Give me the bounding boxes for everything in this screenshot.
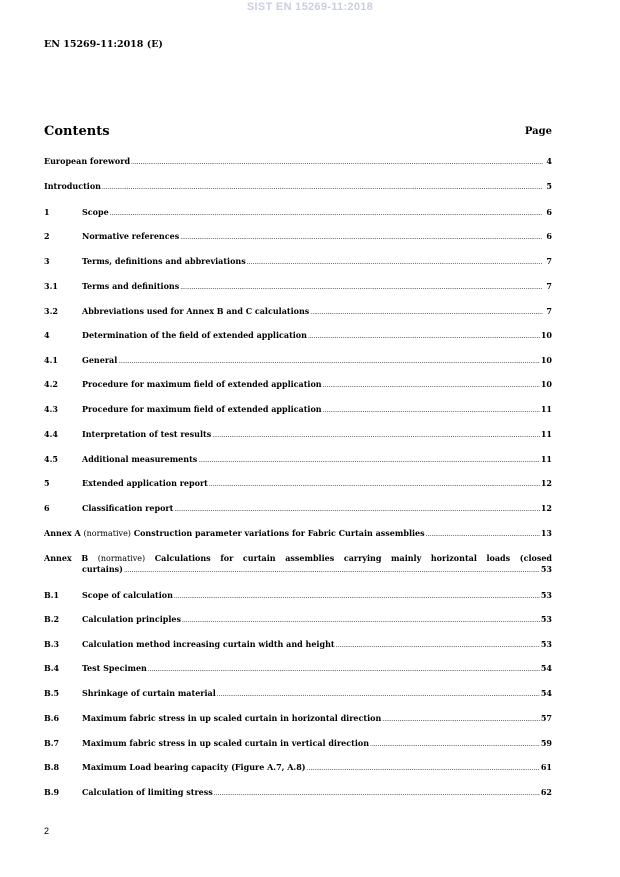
toc-entry-number: B.6 (44, 713, 60, 723)
toc-entry-number: 3 (44, 256, 50, 266)
toc-entry[interactable] (44, 787, 552, 799)
toc-entry[interactable] (44, 330, 552, 342)
page-column-header: Page (524, 126, 552, 137)
leader-dots (124, 565, 540, 576)
toc-annex-a[interactable] (44, 528, 552, 540)
leader-dots (174, 504, 540, 515)
toc-entry[interactable] (44, 762, 552, 774)
leader-dots (198, 455, 540, 466)
leader-dots (247, 257, 543, 268)
leader-dots (110, 208, 543, 219)
toc-entry-number: 6 (44, 503, 50, 513)
toc-entry-page: 62 (540, 787, 552, 797)
toc-entry-page: 59 (540, 738, 552, 748)
annex-b-title-line2: curtains) (82, 564, 123, 574)
toc-entry-number: 4 (44, 330, 50, 340)
toc-entry-title: Extended application report (82, 478, 208, 488)
leader-dots (209, 479, 540, 490)
toc-entry-number: 1 (44, 207, 50, 217)
toc-entry-page: 57 (540, 713, 552, 723)
leader-dots (217, 689, 540, 700)
toc-entry-title: Calculation of limiting stress (82, 787, 213, 797)
leader-dots (307, 763, 540, 774)
toc-entry-number: 4.5 (44, 454, 58, 464)
toc-entry[interactable] (44, 156, 552, 168)
toc-entry-title: Calculation method increasing curtain width and height (82, 639, 335, 649)
toc-entry-page: 7 (546, 306, 552, 316)
toc-entry-page: 53 (540, 590, 552, 600)
toc-entry-number: 3.2 (44, 306, 58, 316)
toc-entry[interactable] (44, 379, 552, 391)
toc-entry[interactable] (44, 306, 552, 318)
toc-entry-title: Additional measurements (82, 454, 198, 464)
toc-entry[interactable] (44, 738, 552, 750)
toc-entry-number: B.8 (44, 762, 60, 772)
toc-entry-number: B.7 (44, 738, 60, 748)
toc-entry-number: 4.3 (44, 404, 58, 414)
toc-entry-page: 5 (546, 181, 552, 191)
leader-dots (131, 157, 543, 168)
toc-entry-title: Terms, definitions and abbreviations (82, 256, 246, 266)
toc-entry-number: 4.2 (44, 379, 58, 389)
toc-entry-number: B.3 (44, 639, 60, 649)
contents-title: Contents (44, 124, 110, 139)
toc-entry-title: Test Specimen (82, 663, 147, 673)
leader-dots (180, 232, 543, 243)
toc-entry-number: 5 (44, 478, 50, 488)
toc-entry-title: Calculation principles (82, 614, 181, 624)
annex-b-title-line1: Annex B (normative) Calculations for curtain assemblies carrying mainly horizontal loads (closed (44, 553, 553, 563)
toc-entry-page: 11 (540, 404, 552, 414)
toc-entry-number: 2 (44, 231, 50, 241)
toc-entry[interactable] (44, 503, 552, 515)
annex-a-label: Annex A (normative) Construction parameter variations for Fabric Curtain assemblies (44, 528, 425, 538)
toc-entry-title: Procedure for maximum field of extended application (82, 404, 322, 414)
toc-entry-title: Introduction (44, 181, 101, 191)
toc-entry-page: 61 (540, 762, 552, 772)
toc-entry-page: 4 (546, 156, 552, 166)
toc-entry-page: 10 (540, 379, 552, 389)
toc-entry[interactable] (44, 404, 552, 416)
toc-entry-page: 10 (540, 355, 552, 365)
toc-entry-title: Abbreviations used for Annex B and C calculations (82, 306, 310, 316)
toc-entry-page: 6 (546, 207, 552, 217)
toc-entry-page: 6 (546, 231, 552, 241)
toc-entry-page: 7 (546, 281, 552, 291)
toc-entry[interactable] (44, 639, 552, 651)
toc-entry-page: 53 (540, 639, 552, 649)
toc-entry-page: 12 (540, 478, 552, 488)
leader-dots (102, 182, 543, 193)
toc-entry-number: B.9 (44, 787, 60, 797)
leader-dots (370, 739, 540, 750)
toc-entry[interactable] (44, 181, 552, 193)
toc-entry-title: Classification report (82, 503, 174, 513)
toc-entry-page: 54 (540, 663, 552, 673)
toc-annex-b[interactable] (44, 553, 552, 576)
leader-dots (323, 405, 540, 416)
toc-entry-number: B.2 (44, 614, 60, 624)
toc-entry[interactable] (44, 207, 552, 219)
toc-entry-title: Scope of calculation (82, 590, 173, 600)
toc-entry-page: 11 (540, 454, 552, 464)
toc-entry-title: Procedure for maximum field of extended application (82, 379, 322, 389)
leader-dots (212, 430, 540, 441)
toc-entry[interactable] (44, 713, 552, 725)
toc-entry-title: Normative references (82, 231, 180, 241)
leader-dots (310, 307, 543, 318)
leader-dots (118, 356, 540, 367)
toc-entry-page: 54 (540, 688, 552, 698)
toc-entry-number: B.4 (44, 663, 60, 673)
toc-entry-title: Maximum fabric stress in up scaled curtain in horizontal direction (82, 713, 382, 723)
leader-dots (182, 615, 540, 626)
toc-entry[interactable] (44, 281, 552, 293)
toc-entry-page: 10 (540, 330, 552, 340)
leader-dots (308, 331, 540, 342)
leader-dots (382, 714, 540, 725)
toc-entry-title: Interpretation of test results (82, 429, 212, 439)
toc-entry[interactable] (44, 256, 552, 268)
toc-entry[interactable] (44, 688, 552, 700)
leader-dots (148, 664, 540, 675)
toc-entry[interactable] (44, 231, 552, 243)
toc-entry-page: 12 (540, 503, 552, 513)
toc-entry[interactable] (44, 478, 552, 490)
leader-dots (180, 282, 543, 293)
toc-entry[interactable] (44, 429, 552, 441)
leader-dots (214, 788, 540, 799)
toc-entry-title: Maximum Load bearing capacity (Figure A.7, A.8) (82, 762, 306, 772)
toc-entry-number: B.1 (44, 590, 60, 600)
toc-entry-number: 4.1 (44, 355, 58, 365)
leader-dots (336, 640, 540, 651)
toc-entry-page: 13 (540, 528, 552, 538)
leader-dots (323, 380, 540, 391)
toc-entry-title: General (82, 355, 118, 365)
toc-entry-title: Scope (82, 207, 109, 217)
toc-entry-number: 3.1 (44, 281, 58, 291)
toc-entry-title: Terms and definitions (82, 281, 180, 291)
leader-dots (426, 529, 540, 540)
leader-dots (174, 591, 540, 602)
toc-entry[interactable] (44, 590, 552, 602)
watermark: SIST EN 15269-11:2018 (246, 1, 374, 13)
toc-entry[interactable] (44, 614, 552, 626)
toc-entry[interactable] (44, 663, 552, 675)
toc-entry[interactable] (44, 355, 552, 367)
toc-entry-page: 53 (540, 614, 552, 624)
document-id: EN 15269-11:2018 (E) (44, 39, 163, 50)
toc-entry-title: European foreword (44, 156, 131, 166)
toc-entry-number: 4.4 (44, 429, 58, 439)
toc-entry-page: 53 (540, 564, 552, 574)
page-number: 2 (44, 826, 50, 836)
toc-entry-title: Maximum fabric stress in up scaled curtain in vertical direction (82, 738, 370, 748)
toc-entry-number: B.5 (44, 688, 60, 698)
toc-entry-page: 11 (540, 429, 552, 439)
toc-entry-title: Shrinkage of curtain material (82, 688, 216, 698)
toc-entry-page: 7 (546, 256, 552, 266)
toc-entry-title: Determination of the field of extended application (82, 330, 307, 340)
toc-entry[interactable] (44, 454, 552, 466)
